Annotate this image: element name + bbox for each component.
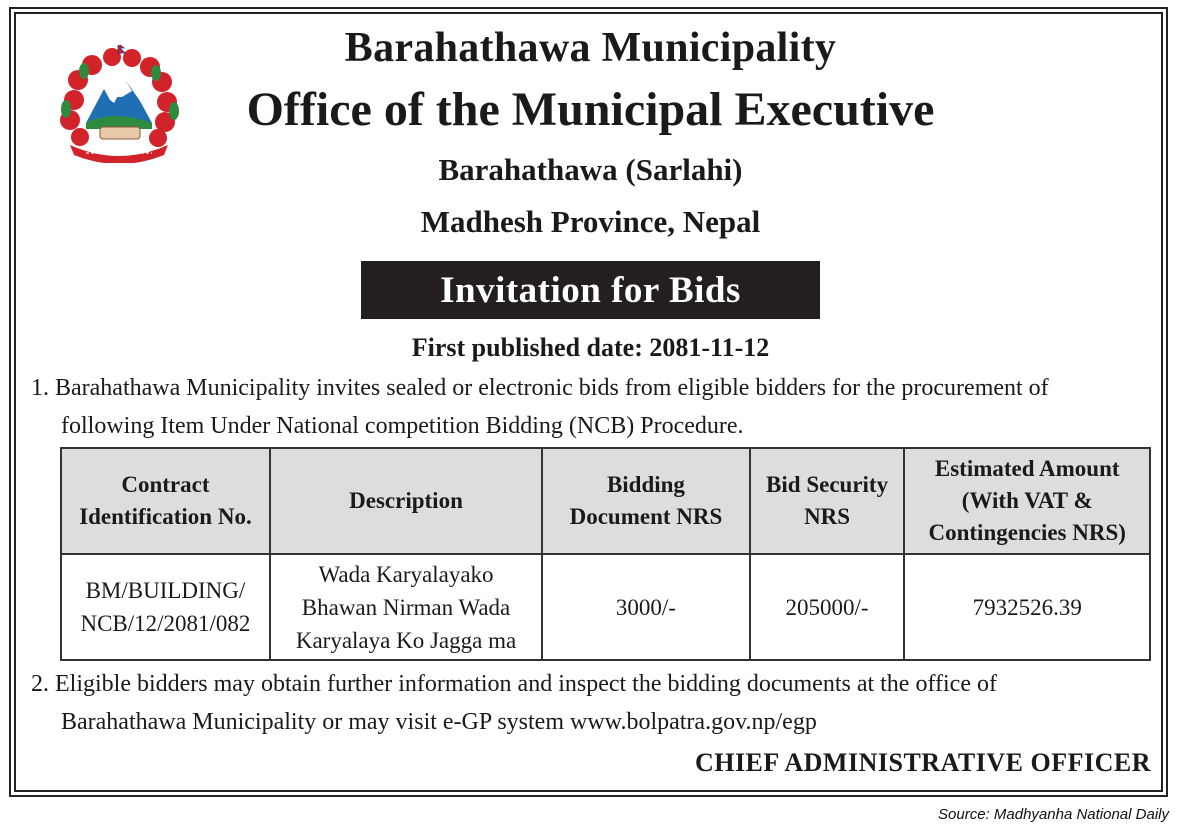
paragraph-2-line-1: 2. Eligible bidders may obtain further information and inspect the bidding documents at the office of — [31, 671, 997, 697]
description-line-3: Karyalaya Ko Jagga ma — [295, 627, 517, 653]
province-subtitle: Madhesh Province, Nepal — [420, 204, 761, 239]
table-header-row — [61, 448, 1150, 554]
invitation-banner: Invitation for Bids — [361, 261, 820, 319]
cell-bid-security: 205000/- — [750, 554, 905, 660]
cell-estimated-amount: 7932526.39 — [904, 554, 1150, 660]
paragraph-2-line-2: Barahathawa Municipality or may visit e-GP system www.bolpatra.gov.np/egp — [61, 709, 817, 735]
header-bidding-line-1: Bidding — [606, 472, 685, 497]
contract-id-line-1: BM/BUILDING/ — [85, 578, 246, 603]
header-bid-security — [750, 448, 905, 554]
header-description — [270, 448, 542, 554]
header-estimated-amount — [904, 448, 1150, 554]
bids-table — [60, 447, 1151, 661]
source-credit: Source: Madhyanha National Daily — [938, 806, 1169, 823]
signoff-title: CHIEF ADMINISTRATIVE OFFICER — [694, 748, 1151, 777]
cell-contract-id — [61, 554, 270, 660]
cell-bidding-document: 3000/- — [542, 554, 750, 660]
header-security-line-1: Bid Security — [766, 472, 889, 497]
header-description-label: Description — [349, 488, 463, 513]
header-contract-id — [61, 448, 270, 554]
contract-id-line-2: NCB/12/2081/082 — [80, 611, 251, 636]
office-title: Office of the Municipal Executive — [246, 83, 935, 136]
cell-description — [270, 554, 542, 660]
paragraph-1-line-2: following Item Under National competition Bidding (NCB) Procedure. — [61, 413, 744, 439]
header-contract-id-line-1: Contract — [121, 472, 210, 497]
description-line-2: Bhawan Nirman Wada — [301, 594, 511, 620]
header-estimate-line-2: (With VAT & — [961, 488, 1093, 513]
header-contract-id-line-2: Identification No. — [79, 504, 252, 529]
location-subtitle: Barahathawa (Sarlahi) — [438, 152, 743, 187]
header-bidding-line-2: Document NRS — [569, 504, 723, 529]
header-bidding-document — [542, 448, 750, 554]
published-date: First published date: 2081-11-12 — [411, 333, 770, 362]
header-estimate-line-1: Estimated Amount — [934, 456, 1120, 481]
paragraph-1-line-1: 1. Barahathawa Municipality invites sealed or electronic bids from eligible bidders for the procurement of — [31, 375, 1049, 401]
header-estimate-line-3: Contingencies NRS) — [928, 520, 1126, 545]
description-line-1: Wada Karyalayako — [318, 561, 494, 587]
header-security-line-2: NRS — [804, 504, 851, 529]
municipality-title: Barahathawa Municipality — [344, 25, 837, 71]
table-row — [61, 554, 1150, 660]
